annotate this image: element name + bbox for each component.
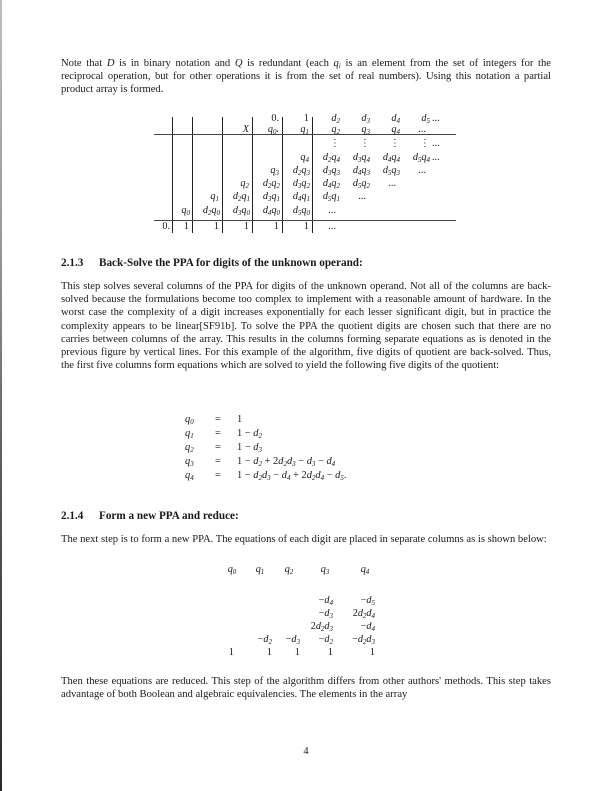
equation-lhs: $q_2$: [185, 442, 194, 454]
new-ppa-cell: $2d_2d_4$: [352, 608, 375, 620]
ppa-cell: $d_3q_3$: [322, 165, 340, 177]
ppa-result-cell: 1: [183, 221, 189, 232]
ppa-result-cell: 1: [273, 221, 279, 232]
section-2-1-4-paragraph: The next step is to form a new PPA. The equations of each digit are placed in separate columns as is shown below:: [61, 534, 547, 545]
ppa-cell: ...: [432, 138, 440, 149]
equation-operator: =: [215, 414, 221, 425]
new-ppa-cell: $-d_2$: [318, 634, 333, 646]
ppa-header-cell: $q_3$: [361, 124, 370, 136]
equation-operator: =: [215, 428, 221, 439]
partial-product-array: [0, 0, 612, 260]
new-ppa-cell: 1: [294, 647, 300, 658]
ppa-cell: $d_2q_3$: [292, 165, 310, 177]
ppa-cell: ⋮: [329, 138, 340, 149]
ppa-header-cell: $q_4$: [391, 124, 400, 136]
equation-rhs: $1 - d_2 + 2d_2d_3 - d_3 - d_4$: [237, 456, 336, 468]
intro-paragraph: Note that D is in binary notation and Q is redundant (each $q_i$ is an element from the set of integers for the reciprocal operation, but for other operations it is from the set of real numbers). Using this notation a partial product array is formed.: [61, 58, 552, 96]
ppa-cell: $d_4q_0$: [262, 205, 280, 217]
ppa-cell: $d_5q_3$: [382, 165, 400, 177]
ppa-cell: $d_3q_2$: [292, 178, 310, 190]
new-ppa-header: $q_0$: [227, 564, 237, 576]
ppa-header-cell: $q_0$.: [267, 124, 279, 136]
section-2-1-3-paragraph: This step solves several columns of the PPA for digits of the unknown operand. Not all of the columns are back-solved because the formulations become too complex to implement with a reasonable amount of hardware. In the worst case the complexity of a digit increases exponentially for each lesser significant digit, but in practice the complexity appears to be linear[SF91b]. To solve the PPA the quotient digits are chosen such that there are no carries between columns of the array. This results in the columns forming separate equations as is denoted in the previous figure by vertical lines. For this example of the algorithm, five digits of quotient are back-solved. Thus, the first five columns form equations which are solved to yield the following five digits of the quotient:: [61, 281, 551, 372]
ppa-cell: $d_4q_3$: [352, 165, 370, 177]
ppa-header-cell: $d_2$: [331, 113, 340, 125]
ppa-header-cell: 0.: [271, 113, 279, 124]
page-number: 4: [303, 746, 309, 757]
new-ppa-cell: $-d_2$: [257, 634, 272, 646]
ppa-cell: $d_5q_4$: [412, 152, 430, 164]
new-ppa-cell: 1: [266, 647, 272, 658]
equation-lhs: $q_1$: [185, 428, 194, 440]
equation-lhs: $q_3$: [185, 456, 194, 468]
new-ppa-cell: 1: [369, 647, 375, 658]
section-title: Form a new PPA and reduce:: [99, 510, 239, 522]
ppa-header-cell: $q_2$: [331, 124, 340, 136]
new-ppa-header: $q_3$: [320, 564, 330, 576]
equation-lhs: $q_4$: [185, 470, 194, 482]
equation-rhs: 1: [237, 414, 243, 425]
new-ppa-cell: $-d_5$: [360, 595, 375, 607]
section-number: 2.1.3: [61, 257, 84, 269]
ppa-cell: $q_1$: [210, 191, 219, 203]
ppa-cell: ⋮: [389, 138, 400, 149]
ppa-cell: $d_2q_1$: [232, 191, 250, 203]
ppa-cell: $d_5q_2$: [352, 178, 370, 190]
ppa-cell: $d_5q_0$: [292, 205, 310, 217]
section-number: 2.1.4: [61, 510, 84, 522]
ppa-cell: $d_4q_4$: [382, 152, 400, 164]
ppa-cell: $d_3q_0$: [232, 205, 250, 217]
new-ppa-header: $q_4$: [360, 564, 370, 576]
ppa-cell: $d_4q_1$: [292, 191, 310, 203]
ppa-header-cell: $d_4$: [391, 113, 400, 125]
ppa-cell: $d_3q_1$: [262, 191, 280, 203]
equation-lhs: $q_0$: [185, 414, 194, 426]
new-ppa-cell: $-d_3$: [318, 608, 333, 620]
section-heading-2-1-3: [61, 257, 363, 269]
ppa-cell: ⋮: [419, 138, 430, 149]
ppa-cell: $d_2q_4$: [322, 152, 340, 164]
ppa-header-cell: ...: [418, 124, 426, 135]
ppa-cell: ...: [388, 178, 396, 189]
section-title: Back-Solve the PPA for digits of the unknown operand:: [99, 257, 363, 269]
equation-rhs: $1 - d_2$: [237, 428, 262, 440]
new-ppa-cell: 1: [327, 647, 333, 658]
closing-paragraph: Then these equations are reduced. This step of the algorithm differs from other authors' methods. This step takes advantage of both Boolean and algebraic equivalencies. The elements in the array: [61, 676, 551, 701]
section-heading-2-1-4: [61, 510, 239, 522]
ppa-header-cell: $q_1$: [300, 124, 309, 136]
ppa-cell: ...: [328, 205, 336, 216]
ppa-cell: $d_3q_4$: [352, 152, 370, 164]
ppa-cell: $d_2q_2$: [262, 178, 280, 190]
ppa-cell: $q_4$: [300, 152, 309, 164]
ppa-result-cell: 1: [213, 221, 219, 232]
new-ppa-cell: $2d_2d_3$: [310, 621, 333, 633]
new-ppa-header: $q_1$: [255, 564, 265, 576]
ppa-cell: $q_2$: [240, 178, 249, 190]
ppa-result-cell: 1: [243, 221, 249, 232]
ppa-header-cell: ...: [432, 113, 440, 124]
ppa-cell: $d_2q_0$: [202, 205, 220, 217]
ppa-cell: ...: [432, 152, 440, 163]
ppa-result-cell: 0.: [162, 221, 170, 232]
ppa-result-cell: ...: [328, 221, 336, 232]
ppa-header-cell: 1: [303, 113, 309, 124]
new-ppa-cell: 1: [228, 647, 234, 658]
new-ppa-cell: $-d_4$: [360, 621, 375, 633]
equation-operator: =: [215, 442, 221, 453]
equation-rhs: $1 - d_3$: [237, 442, 262, 454]
ppa-cell: $d_4q_2$: [322, 178, 340, 190]
new-ppa-cell: $-d_3$: [285, 634, 300, 646]
ppa-header-cell: $d_5$: [421, 113, 430, 125]
ppa-cell: ⋮: [359, 138, 370, 149]
ppa-result-cell: 1: [303, 221, 309, 232]
new-ppa-cell: $-d_4$: [318, 595, 333, 607]
ppa-cell: $q_0$: [181, 205, 190, 217]
new-ppa-cell: $-d_2d_3$: [352, 634, 375, 646]
ppa-cell: $d_5q_1$: [322, 191, 340, 203]
new-ppa-header: $q_2$: [284, 564, 294, 576]
ppa-cell: ...: [418, 165, 426, 176]
equation-operator: =: [215, 456, 221, 467]
ppa-header-cell: $d_3$: [361, 113, 370, 125]
ppa-cell: $q_3$: [270, 165, 279, 177]
ppa-cell: ...: [358, 191, 366, 202]
ppa-header-cell: X: [242, 124, 249, 135]
equation-rhs: $1 - d_2d_3 - d_4 + 2d_2d_4 - d_5$.: [237, 470, 347, 482]
equation-operator: =: [215, 470, 221, 481]
